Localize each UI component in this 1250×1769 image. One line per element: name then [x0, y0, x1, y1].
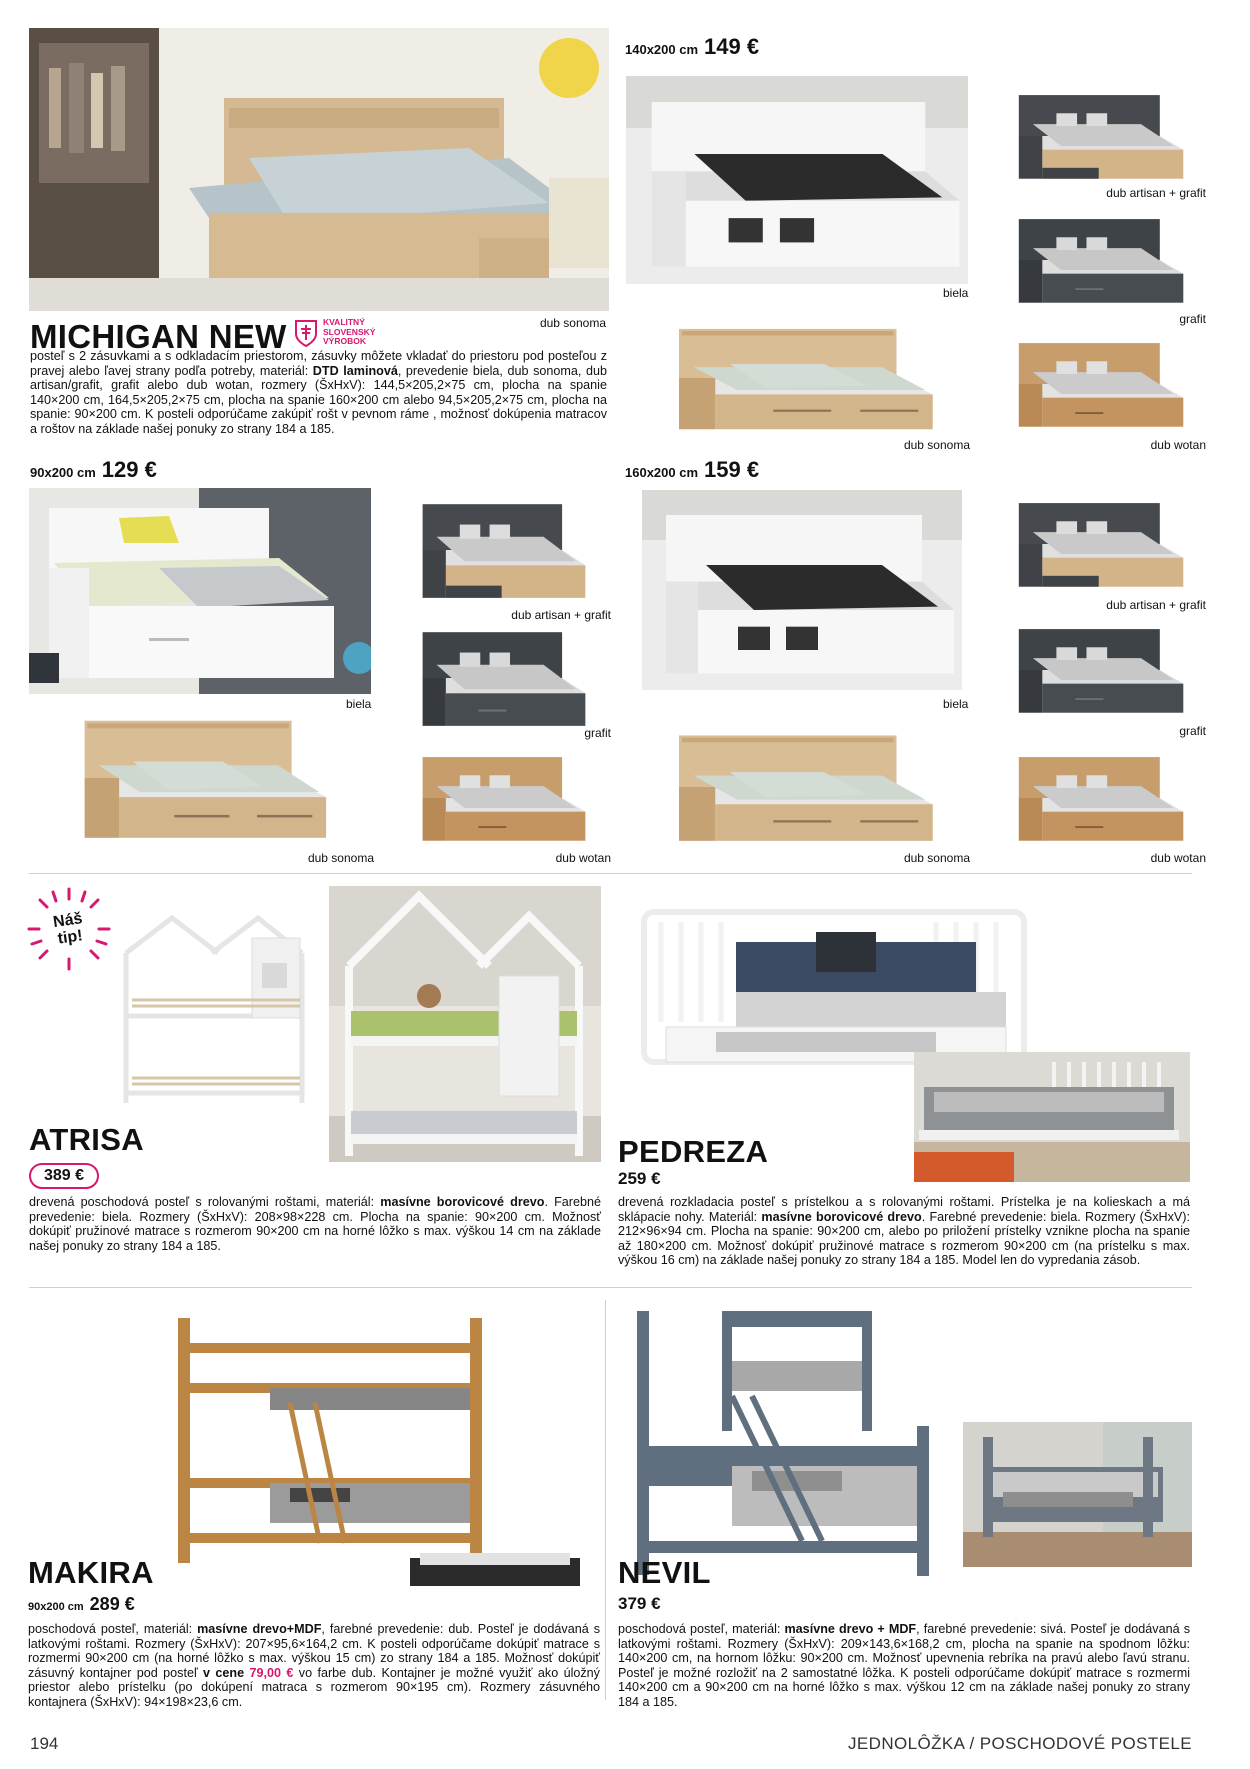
nevil-description: poschodová posteľ, materiál: masívne drevo + MDF, farebné prevedenie: sivá. Posteľ je dodávaná s latkovými roštami. Rozmery (ŠxHxV): 209×143,6×168,2 cm, plocha na spanie na spodnom lôžku: 140×200 cm, na hornom lôžku: 90×200 cm. Možnosť upevnenia rebríka na pravú alebo ľavú stranu. Posteľ je možné rozložiť na 2 samostatné lôžka. K posteli odporúčame dokúpiť matrace s rozmermi 140×200 cm a 90×200 cm na horné lôžko s max. výškou 12 cm na základe našej ponuky zo strany 184 a 185.	[618, 1622, 1190, 1709]
atrisa-description: drevená poschodová posteľ s rolovanými roštami, materiál: masívne borovicové drevo. Farebné prevedenie: biela. Rozmery (ŠxHxV): 208×98×228 cm. Plocha na spanie: 90×200 cm. Možnosť dokúpiť pružinové matrace s rozmerom 90×200 cm na horné lôžko s max. výškou 14 cm na základe našej ponuky zo strany 184 a 185.	[29, 1195, 602, 1253]
atrisa-price-badge	[29, 1163, 99, 1189]
nevil-price: 379 €	[618, 1594, 661, 1613]
caption-90-sonoma: dub sonoma	[307, 851, 374, 865]
caption-160-graphite: grafit	[1179, 724, 1206, 738]
michigan-price-140: 140x200 cm 149 €	[625, 34, 760, 59]
michigan-title: MICHIGAN NEW	[30, 318, 287, 355]
divider-vertical	[605, 1300, 606, 1700]
slovak-badge-text: KVALITNÝ SLOVENSKÝ VÝROBOK	[323, 317, 376, 346]
michigan-90-sonoma-photo	[57, 708, 333, 848]
caption-140-graphite: grafit	[1179, 312, 1206, 326]
michigan-140-artisan-photo	[1000, 86, 1188, 186]
divider-atrisa-pedreza	[29, 1287, 1192, 1288]
caption-90-graphite: grafit	[584, 726, 611, 740]
michigan-price-90: 90x200 cm 129 €	[30, 457, 157, 482]
atrisa-product-photo	[112, 908, 312, 1108]
michigan-140-wotan-photo	[1000, 334, 1188, 434]
nas-tip-badge	[26, 886, 112, 972]
pedreza-price-row	[618, 1169, 661, 1189]
page-number: 194	[30, 1734, 59, 1753]
michigan-160-artisan-photo	[1000, 494, 1188, 594]
caption-140-white: biela	[943, 286, 969, 300]
nevil-room-photo	[963, 1422, 1192, 1567]
makira-price: 90x200 cm 289 €	[28, 1594, 135, 1614]
pedreza-description: drevená rozkladacia posteľ s prístelkou a s rolovanými roštami. Prístelka je na kolieskach a má sklápacie nohy. Materiál: masívne borovicové drevo. Farebné prevedenie: biela. Rozmery (ŠxHxV): 212×96×94 cm. Plocha na spanie: 90×200 cm, alebo po priložení prístelky vznikne plocha na spanie až 180×200 cm. Možnosť dokúpiť pružinové matrace s rozmerom 90×200 cm (na prístelku s max. výškou 16 cm) na základe našej ponuky zo strany 184 a 185. Model len do vypredania zásob.	[618, 1195, 1190, 1268]
makira-title: MAKIRA	[28, 1555, 154, 1590]
michigan-90-white-photo	[29, 488, 371, 694]
nevil-price-row	[618, 1594, 661, 1614]
michigan-description: posteľ s 2 zásuvkami a s odkladacím priestorom, zásuvky môžete vkladať do priestoru pod posteľou z pravej alebo ľavej strany podľa potreby, materiál: DTD laminová, prevedenie biela, dub sonoma, dub artisan/grafit, grafit alebo dub wotan, rozmery (ŠxHxV): 144,5×205,2×75 cm, plocha na spanie 140×200 cm, 164,5×205,2×75 cm, plocha na spanie 160×200 cm alebo 94,5×205,2×75 cm, plocha na spanie: 90×200 cm. K posteli odporúčame zakúpiť rošt v pevnom ráme , možnosť dokúpenia matracov a roštov na základe našej ponuky zo strany 184 a 185.	[30, 349, 607, 436]
slovak-product-badge	[293, 318, 383, 348]
caption-140-wotan: dub wotan	[1150, 438, 1206, 452]
makira-product-photo	[170, 1308, 590, 1590]
michigan-160-wotan-photo	[1000, 748, 1188, 848]
section-title: JEDNOLÔŽKA / POSCHODOVÉ POSTELE	[848, 1734, 1192, 1753]
slovak-shield-icon	[293, 318, 319, 348]
nevil-product-photo	[632, 1306, 942, 1580]
atrisa-room-photo	[329, 886, 601, 1162]
michigan-140-graphite-photo	[1000, 210, 1188, 310]
michigan-160-white-photo	[642, 490, 962, 690]
caption-140-sonoma: dub sonoma	[903, 438, 970, 452]
caption-160-wotan: dub wotan	[1150, 851, 1206, 865]
michigan-140-white-photo	[626, 76, 968, 284]
atrisa-title: ATRISA	[29, 1122, 144, 1157]
michigan-90-wotan-photo	[404, 748, 590, 848]
atrisa-price: 389 €	[43, 1167, 85, 1184]
caption-90-artisan: dub artisan + grafit	[511, 608, 611, 622]
nevil-title: NEVIL	[618, 1555, 711, 1590]
pedreza-title: PEDREZA	[618, 1134, 769, 1169]
caption-140-artisan: dub artisan + grafit	[1106, 186, 1206, 200]
caption-90-wotan: dub wotan	[555, 851, 611, 865]
caption-160-artisan: dub artisan + grafit	[1106, 598, 1206, 612]
pedreza-room-photo	[914, 1052, 1190, 1182]
michigan-90-graphite-photo	[404, 622, 590, 734]
divider-michigan	[29, 873, 1192, 874]
caption-160-sonoma: dub sonoma	[903, 851, 970, 865]
michigan-hero-photo	[29, 28, 609, 311]
michigan-hero-caption: dub sonoma	[539, 316, 606, 330]
caption-90-white: biela	[346, 697, 372, 711]
michigan-160-graphite-photo	[1000, 620, 1188, 720]
michigan-price-160: 160x200 cm 159 €	[625, 457, 760, 482]
nas-tip-text: Náš tip!	[52, 910, 84, 948]
michigan-90-artisan-photo	[404, 494, 590, 606]
caption-160-white: biela	[943, 697, 969, 711]
pedreza-price: 259 €	[618, 1169, 661, 1188]
michigan-140-sonoma-photo	[650, 318, 940, 438]
makira-description: poschodová posteľ, materiál: masívne drevo+MDF, farebné prevedenie: dub. Posteľ je dodávaná s latkovými roštami. Rozmery (ŠxHxV): 207×95,6×164,2 cm. K posteli odporúčame dokúpiť matrace s rozmermi 90×200 cm (na horné lôžko s max. výškou 15 cm) zo strany 184 a 185. Možnosť dokúpiť zásuvný kontajner pod posteľ v cene 79,00 € vo farbe dub. Kontajner je možné využiť ako úložný priestor alebo prístelku (po dokúpení matraca s rozmerom 90×195 cm). Rozmery zásuvného kontajnera (ŠxHxV): 94×198×23,6 cm.	[28, 1622, 600, 1709]
michigan-160-sonoma-photo	[650, 724, 940, 850]
